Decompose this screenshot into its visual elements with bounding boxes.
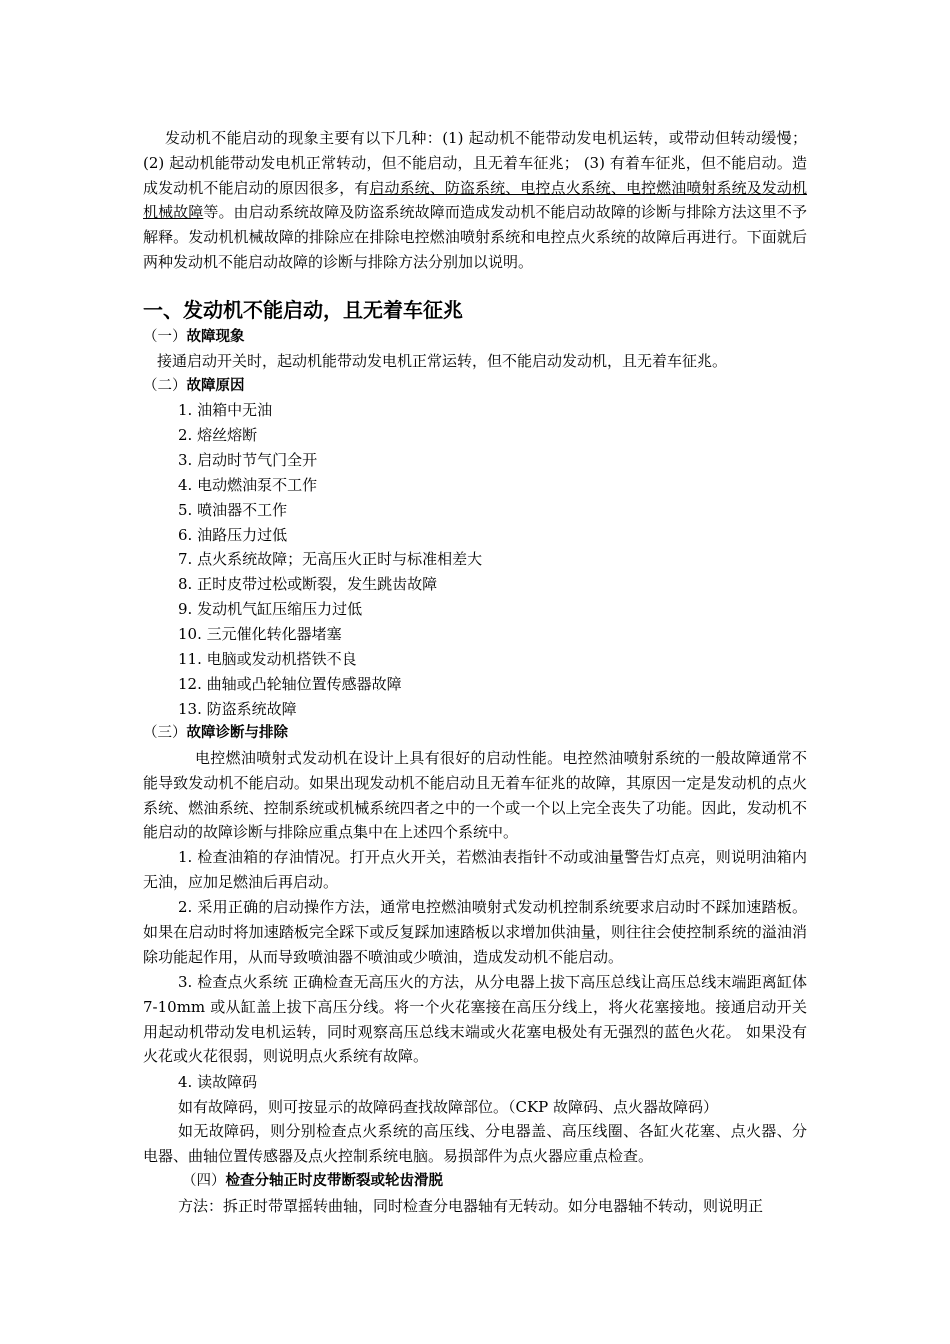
- cause-item: 9. 发动机气缸压缩压力过低: [178, 600, 363, 618]
- cause-item: 3. 启动时节气门全开: [178, 451, 318, 469]
- diagnosis-step-1: 1. 检查油箱的存油情况。打开点火开关，若燃油表指针不动或油量警告灯点亮，则说明油箱内无油，应加足燃油后再启动。: [143, 848, 807, 891]
- cause-item: 2. 熔丝熔断: [178, 426, 258, 444]
- method-text: 方法：拆正时带罩摇转曲轴，同时检查分电器轴有无转动。如分电器轴不转动，则说明正: [178, 1197, 764, 1215]
- intro-text-underlined: 启动系统、防盗系统、电控点火系统、电控燃油喷射系统及发动机机械故障: [143, 178, 807, 222]
- cause-item: 13. 防盗系统故障: [178, 700, 297, 718]
- cause-item: 12. 曲轴或凸轮轴位置传感器故障: [178, 675, 402, 693]
- subsection-prefix: （二）: [143, 378, 187, 394]
- subsection-heading-timing-belt: [182, 1171, 443, 1191]
- diagnosis-step-4-line-1: 如有故障码，则可按显示的故障码查找故障部位。（CKP 故障码、点火器故障码）: [178, 1098, 719, 1116]
- subsection-title: 检查分轴正时皮带断裂或轮齿滑脱: [225, 1173, 443, 1189]
- diagnosis-intro: 电控燃油喷射式发动机在设计上具有很好的启动性能。电控然油喷射系统的一般故障通常不能导致发动机不能启动。如果出现发动机不能启动且无着车征兆的故障，其原因一定是发动机的点火系统、燃油系统、控制系统或机械系统四者之中的一个或一个以上完全丧失了功能。因此，发动机不能启动的故障诊断与排除应重点集中在上述四个系统中。: [143, 749, 807, 842]
- subsection-heading-diagnosis: [143, 723, 288, 743]
- cause-item: 4. 电动燃油泵不工作: [178, 476, 318, 494]
- cause-item: 6. 油路压力过低: [178, 526, 288, 544]
- cause-item: 7. 点火系统故障；无高压火正时与标准相差大: [178, 550, 483, 568]
- section-heading: 一、发动机不能启动，且无着车征兆: [143, 298, 463, 322]
- subsection-prefix: （一）: [143, 329, 187, 345]
- cause-item: 8. 正时皮带过松或断裂，发生跳齿故障: [178, 575, 438, 593]
- subsection-heading-causes: [143, 376, 245, 396]
- diagnosis-step-2: 2. 采用正确的启动操作方法，通常电控燃油喷射式发动机控制系统要求启动时不踩加速踏板。如果在启动时将加速踏板完全踩下或反复踩加速踏板以求增加供油量，则往往会使控制系统的溢油消除功能起作用，从而导致喷油器不喷油或少喷油，造成发动机不能启动。: [143, 898, 807, 966]
- intro-paragraph: [143, 126, 807, 275]
- diagnosis-step-4-title: 4. 读故障码: [178, 1073, 258, 1091]
- cause-item: 11. 电脑或发动机搭铁不良: [178, 650, 357, 668]
- subsection-heading-symptom: [143, 327, 245, 347]
- subsection-title: 故障诊断与排除: [186, 725, 288, 741]
- diagnosis-step-4-line-2: 如无故障码，则分别检查点火系统的高压线、分电器盖、高压线圈、各缸火花塞、点火器、分电器、曲轴位置传感器及点火控制系统电脑。易损部件为点火器应重点检查。: [143, 1122, 807, 1165]
- cause-item: 5. 喷油器不工作: [178, 501, 288, 519]
- subsection-title: 故障原因: [186, 378, 245, 394]
- diagnosis-step-3: 3. 检查点火系统 正确检查无高压火的方法，从分电器上拔下高压总线让高压总线末端距离缸体 7-10mm 或从缸盖上拔下高压分线。将一个火花塞接在高压分线上，将火花塞接地。接通启动开关用起动机带动发电机运转，同时观察高压总线末端或火花塞电极处有无强烈的蓝色火花。 如果没有火花或火花很弱，则说明点火系统有故障。: [143, 973, 807, 1066]
- intro-text-after: 等。由启动系统故障及防盗系统故障而造成发动机不能启动故障的诊断与排除方法这里不予解释。发动机机械故障的排除应在排除电控燃油喷射系统和电控点火系统的故障后再进行。下面就后两种发动机不能启动故障的诊断与排除方法分别加以说明。: [143, 203, 807, 271]
- intro-text-before: 发动机不能启动的现象主要有以下几种：(1) 起动机不能带动发电机运转，或带动但转动缓慢；(2) 起动机能带动发电机正常转动，但不能启动，且无着车征兆； (3) 有着车征兆，但不能启动。造成发动机不能启动的原因很多，有: [143, 129, 807, 197]
- cause-item: 10. 三元催化转化器堵塞: [178, 625, 342, 643]
- symptom-text: 接通启动开关时，起动机能带动发电机正常运转，但不能启动发动机，且无着车征兆。: [157, 352, 728, 370]
- subsection-title: 故障现象: [186, 329, 245, 345]
- subsection-prefix: （四）: [182, 1173, 226, 1189]
- subsection-prefix: （三）: [143, 725, 187, 741]
- cause-item: 1. 油箱中无油: [178, 401, 273, 419]
